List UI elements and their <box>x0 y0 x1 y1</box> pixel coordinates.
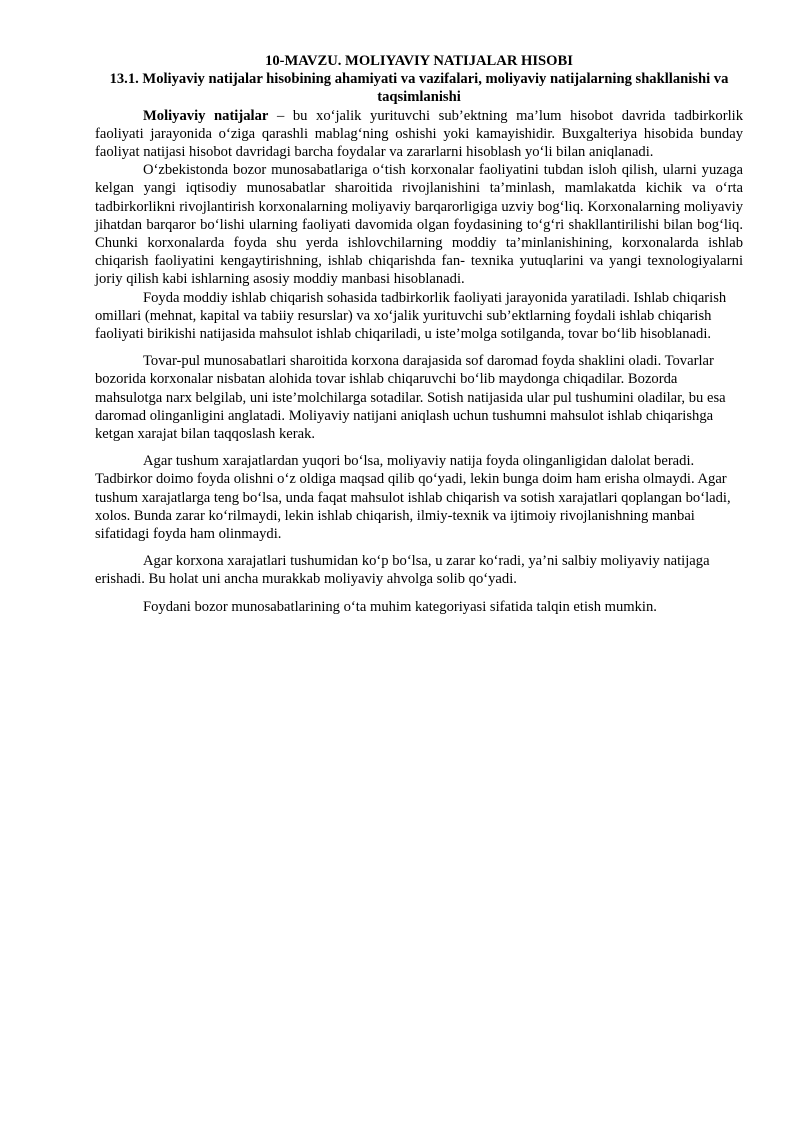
document-page <box>95 52 743 616</box>
section-subtitle: 13.1. Moliyaviy natijalar hisobining ahamiyati va vazifalari, moliyaviy natijalarning shakllanishi va taqsimlanishi <box>109 71 729 106</box>
paragraph-profit-creation: Foyda moddiy ishlab chiqarish sohasida tadbirkorlik faoliyati jarayonida yaratiladi. Ishlab chiqarish omillari (mehnat, kapital va tabiiy resurslar) va xo‘jalik yurituvchi sub’ektlarning foydali ishlab chiqarish faoliyati birikishi natijasida mahsulot ishlab chiqariladi, u iste’molga sotilganda, tovar bo‘lib hisoblanadi. <box>95 289 727 343</box>
document-title: 10-MAVZU. MOLIYAVIY NATIJALAR HISOBI <box>265 53 573 69</box>
paragraph-commodity-money: Tovar-pul munosabatlari sharoitida korxona darajasida sof daromad foyda shaklini oladi. Tovarlar bozorida korxonalar nisbatan alohida tovar ishlab chiqaruvchi bo‘lib maydonga chiqadilar. Bozorda mahsulotga narx belgilab, uni iste’molchilarga sotadilar. Sotish natijasida ular pul tushumini oladilar, bu esa daromad olinganligini anglatadi. Moliyaviy natijani aniqlash uchun tushumni mahsulot ishlab chiqarishga ketgan xarajat bilan taqqoslash kerak. <box>95 353 726 443</box>
defined-term: Moliyaviy natijalar <box>143 107 269 124</box>
paragraph-profit-category: Foydani bozor munosabatlarining o‘ta muhim kategoriyasi sifatida talqin etish mumkin. <box>143 598 657 615</box>
paragraph-loss: Agar korxona xarajatlari tushumidan ko‘p bo‘lsa, u zarar ko‘radi, ya’ni salbiy moliyaviy natijaga erishadi. Bu holat uni ancha murakkab moliyaviy ahvolga solib qo‘yadi. <box>95 553 710 588</box>
paragraph-definition <box>95 107 743 162</box>
paragraph-revenue-vs-costs: Agar tushum xarajatlardan yuqori bo‘lsa, moliyaviy natija foyda olinganligidan dalolat beradi. Tadbirkor doimo foyda olishni o‘z oldiga maqsad qilib qo‘yadi, lekin bunga doim ham erisha olmaydi. Agar tushum xarajatlarga teng bo‘lsa, unda faqat mahsulot ishlab chiqarish va sotish xarajatlari qoplangan bo‘ladi, xolos. Bunda zarar ko‘rilmaydi, lekin ishlab chiqarish, ilmiy-texnik va ijtimoiy rivojlanishning manbai sifatidagi foyda ham olinmaydi. <box>95 453 731 543</box>
paragraph-uzbekistan-market: O‘zbekistonda bozor munosabatlariga o‘tish korxonalar faoliyatini tubdan isloh qilish, ularni yuzaga kelgan yangi iqtisodiy munosabatlar sharoitida rivojlanishini ta’minlash, mamlakatda kichik va o‘rta tadbirkorlikni rivojlantirish korxonalarning moliyaviy barqarorligiga uzviy bog‘liq. Korxonalarning moliyaviy jihatdan barqaror bo‘lishi ularning faoliyati davomida olgan foydasining to‘g‘ri shakllantirilishi bilan bog‘liq. Chunki korxonalarda foyda shu yerda ishlovchilarning moddiy ta’minlanishining, korxonalarda ishlab chiqarish faoliyatini kengaytirishning, ishlab chiqarishda fan- texnika yutuqlarini va yangi texnologiyalarni joriy qilish kabi ishlarning asosiy moddiy manbasi hisoblanadi. <box>95 162 743 288</box>
definition-text: – bu xo‘jalik yurituvchi sub’ektning ma’lum hisobot davrida tadbirkorlik faoliyati jarayonida o‘ziga qarashli mablag‘ning oshishi yoki kamayishidir. Buxgalteriya hisobida bunday faoliyat natijasi hisobot davridagi barcha foydalar va zararlarni hisoblash yo‘li bilan aniqlanadi. <box>95 107 743 161</box>
